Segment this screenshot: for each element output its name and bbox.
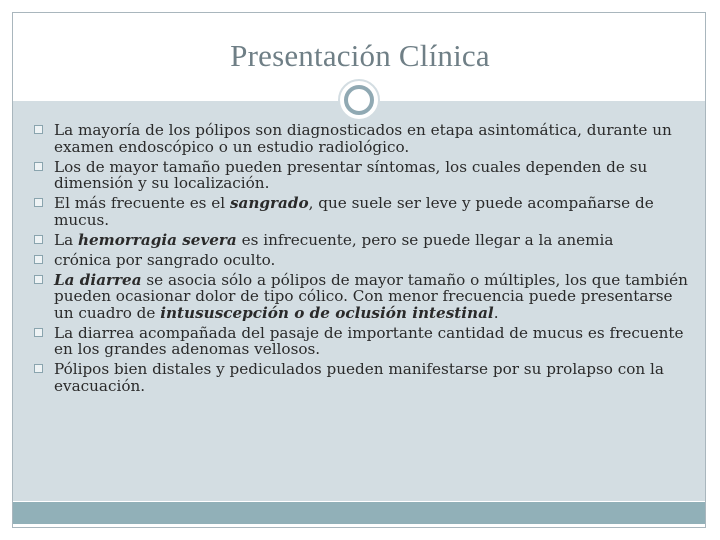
bullet-item xyxy=(34,252,694,269)
bullet-text: El más frecuente es el xyxy=(54,194,230,212)
square-bullet-icon xyxy=(34,125,43,134)
square-bullet-icon xyxy=(34,235,43,244)
bullet-text: Pólipos bien distales y pediculados pueden manifestarse por su prolapso con la evacuación. xyxy=(54,360,664,395)
bullet-text: es infrecuente, pero se puede llegar a la anemia xyxy=(236,230,614,249)
square-bullet-icon xyxy=(34,198,43,207)
bullet-item xyxy=(34,195,694,228)
ring-ornament-inner xyxy=(344,85,374,115)
bullet-item xyxy=(34,325,694,358)
slide-title: Presentación Clínica xyxy=(230,38,490,73)
bullet-list xyxy=(34,122,694,398)
square-bullet-icon xyxy=(34,275,43,284)
emphasis-text: intususcepción o de oclusión intestinal xyxy=(160,303,494,322)
square-bullet-icon xyxy=(34,162,43,171)
bullet-item xyxy=(34,272,694,322)
bullet-item xyxy=(34,159,694,192)
emphasis-text: sangrado xyxy=(229,194,309,212)
emphasis-text: hemorragia severa xyxy=(77,230,237,249)
bullet-text: , que suele ser leve y puede acompañarse de mucus. xyxy=(54,194,654,229)
bullet-text: Los de mayor tamaño pueden presentar síntomas, los cuales dependen de su dimensión y su localización. xyxy=(54,157,648,192)
bullet-text: La diarrea acompañada del pasaje de importante cantidad de mucus es frecuente en los grandes adenomas vellosos. xyxy=(54,323,684,358)
bullet-text: . xyxy=(493,303,499,322)
square-bullet-icon xyxy=(34,364,43,373)
bullet-item xyxy=(34,361,694,394)
bullet-item xyxy=(34,122,694,155)
square-bullet-icon xyxy=(34,328,43,337)
footer-bar xyxy=(13,502,705,524)
bullet-item xyxy=(34,232,694,249)
bullet-text: La mayoría de los pólipos son diagnosticados en etapa asintomática, durante un examen endoscópico o un estudio radiológico. xyxy=(54,121,672,156)
square-bullet-icon xyxy=(34,255,43,264)
emphasis-text: La diarrea xyxy=(54,270,142,289)
bullet-text: crónica por sangrado oculto. xyxy=(54,250,276,269)
ring-ornament-icon xyxy=(338,79,380,121)
bullet-text: La xyxy=(54,230,78,249)
bullet-text: se asocia sólo a pólipos de mayor tamaño o múltiples, los que también pueden ocasionar dolor de tipo cólico. Con menor frecuencia puede presentarse un cuadro de xyxy=(54,270,688,322)
